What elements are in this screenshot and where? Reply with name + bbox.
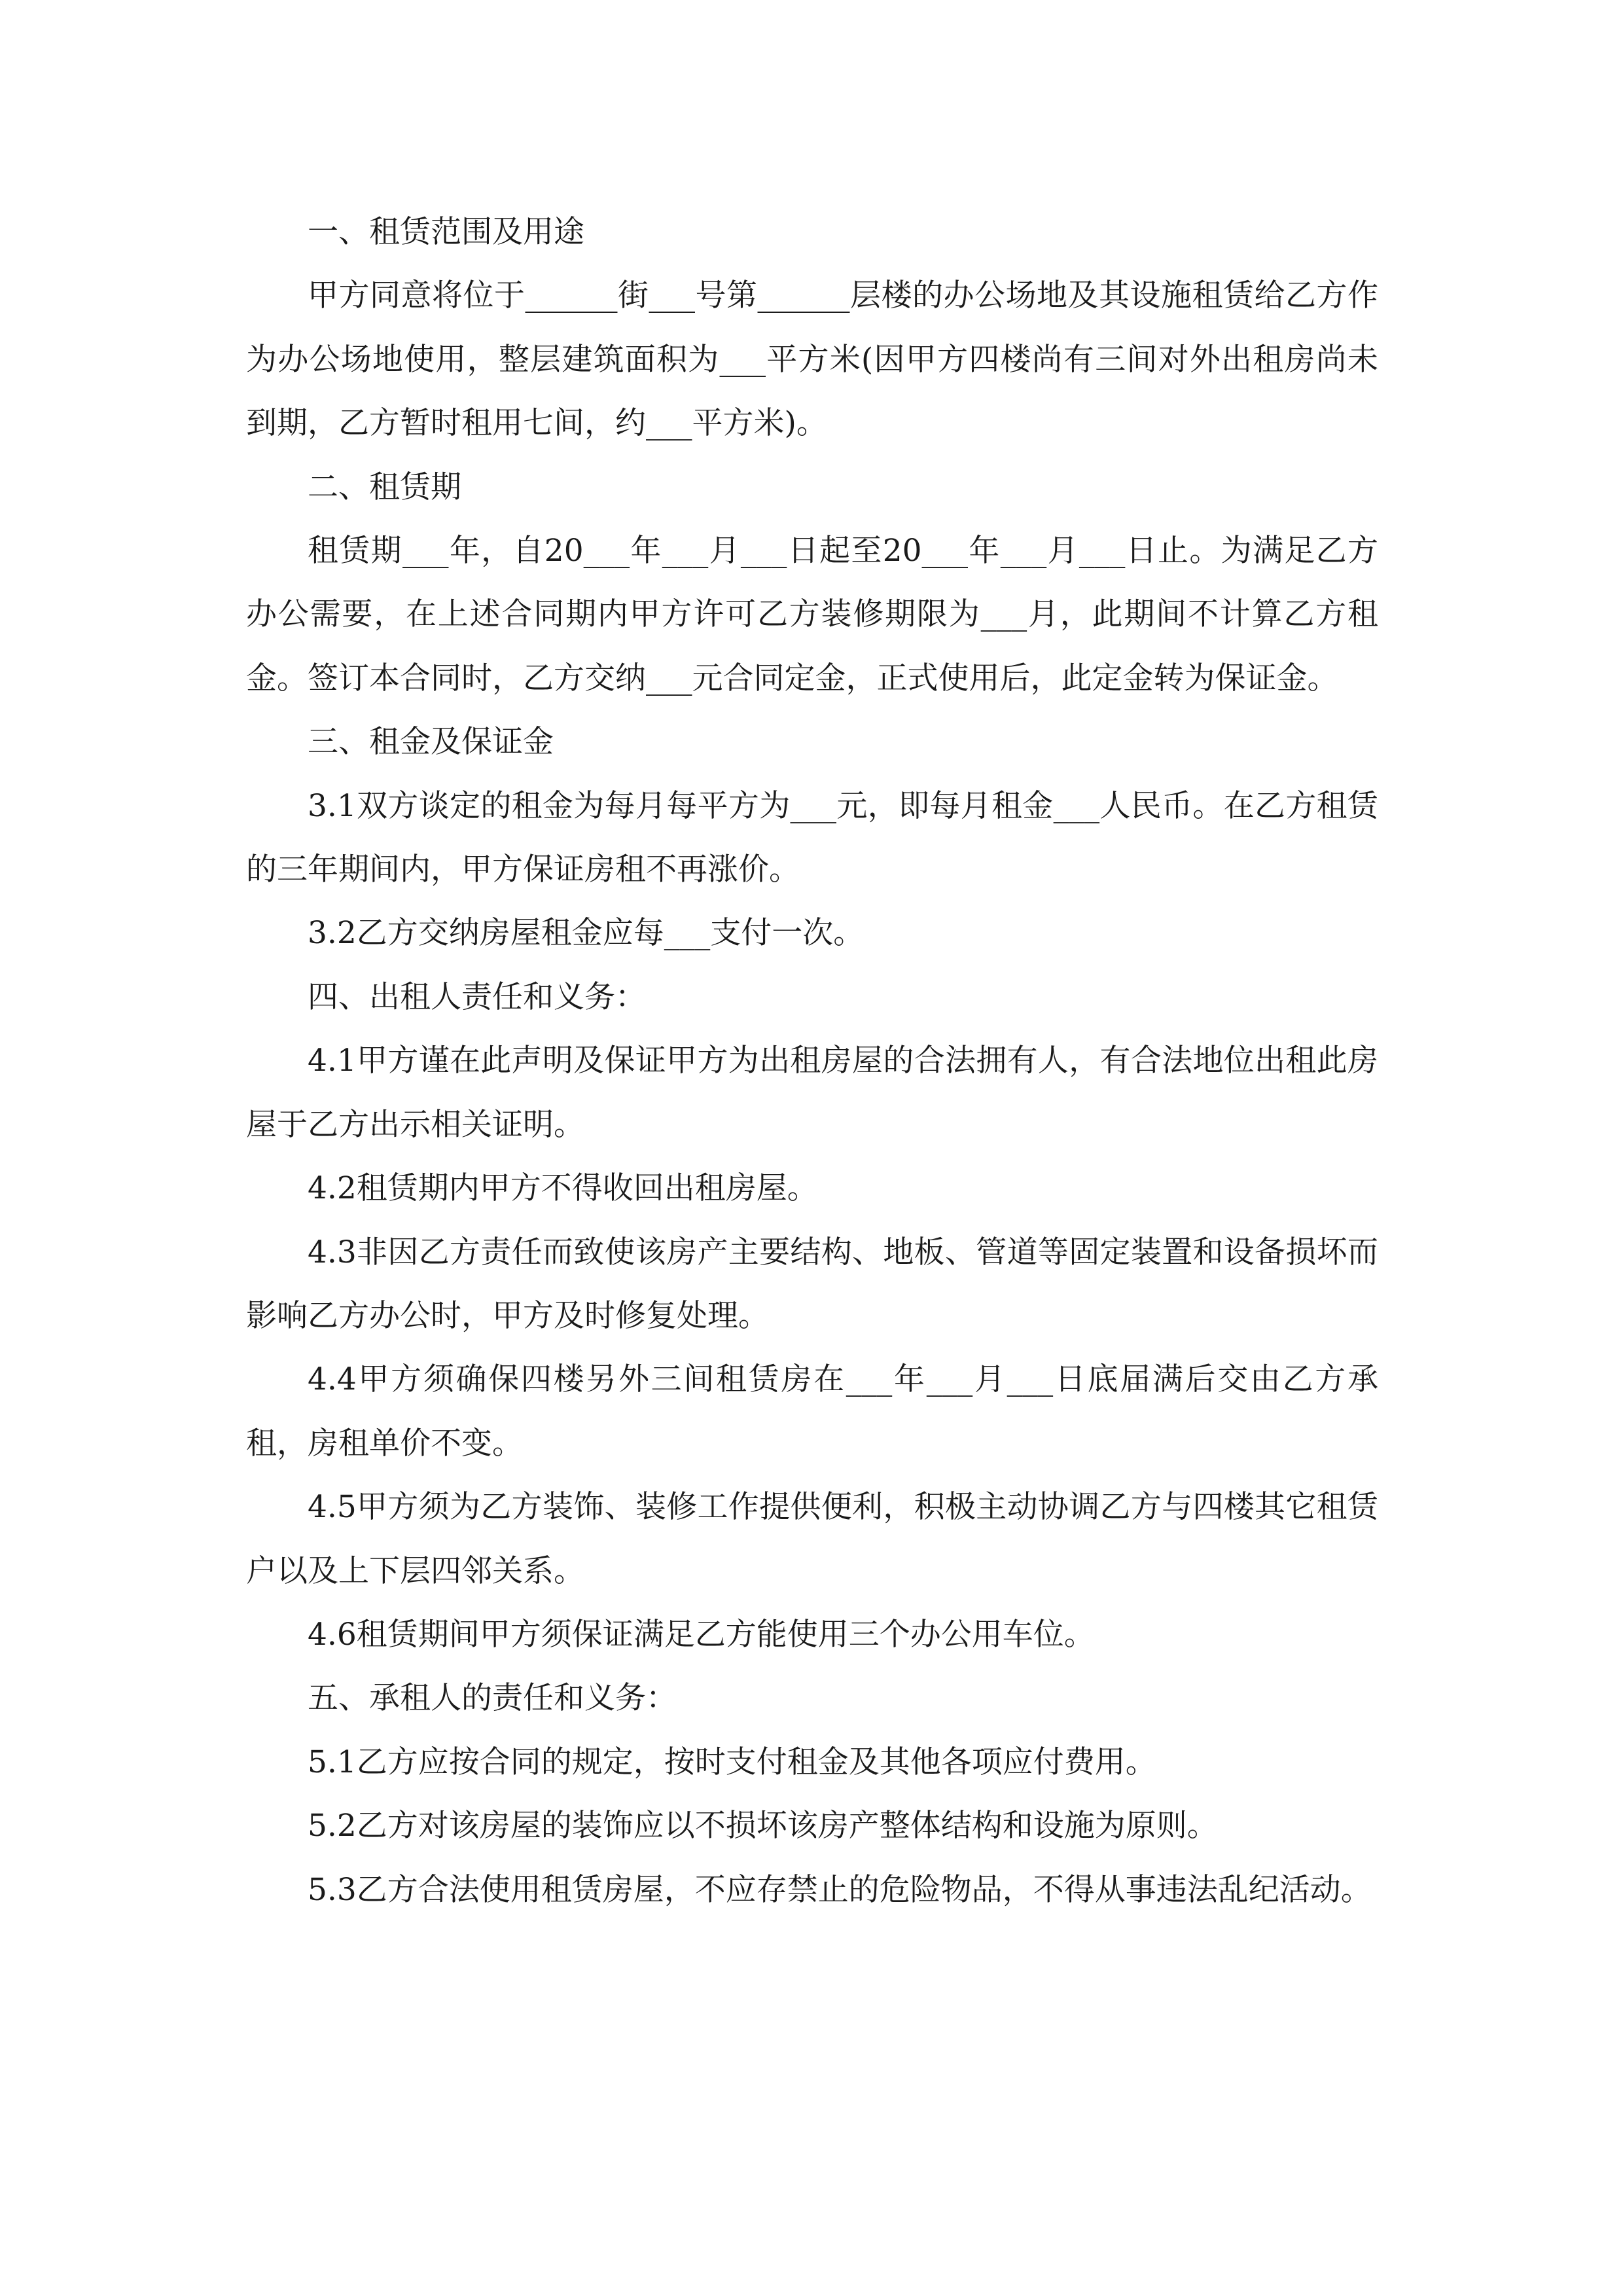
clause-4-2: 4.2租赁期内甲方不得收回出租房屋。 — [308, 1170, 818, 1207]
clause-2-text: 租赁期___年，自20___年___月___日起至20___年___月___日止。为满足乙方办公需要，在上述合同期内甲方许可乙方装修期限为___月，此期间不计算乙方租金。签订本合同时，乙方交纳___元合同定金，正式使用后，此定金转为保证金。 — [246, 533, 1378, 696]
clause-4-3: 4.3非因乙方责任而致使该房产主要结构、地板、管道等固定装置和设备损坏而影响乙方办公时，甲方及时修复处理。 — [246, 1234, 1378, 1334]
clause-4-4: 4.4甲方须确保四楼另外三间租赁房在___年___月___日底届满后交由乙方承租，房租单价不变。 — [246, 1361, 1378, 1462]
clause-3-1: 3.1双方谈定的租金为每月每平方为___元，即每月租金___人民币。在乙方租赁的三年期间内，甲方保证房租不再涨价。 — [246, 787, 1378, 888]
section-heading-5: 五、承租人的责任和义务： — [308, 1680, 677, 1717]
document-body — [246, 200, 1378, 1922]
clause-4-6: 4.6租赁期间甲方须保证满足乙方能使用三个办公用车位。 — [308, 1616, 1095, 1653]
clause-4-1: 4.1甲方谨在此声明及保证甲方为出租房屋的合法拥有人，有合法地位出租此房屋于乙方出示相关证明。 — [246, 1043, 1378, 1143]
clause-5-1: 5.1乙方应按合同的规定，按时支付租金及其他各项应付费用。 — [308, 1744, 1156, 1780]
clause-3-2: 3.2乙方交纳房屋租金应每___支付一次。 — [308, 915, 865, 952]
section-heading-1: 一、租赁范围及用途 — [308, 214, 584, 250]
section-heading-2: 二、租赁期 — [308, 469, 461, 505]
clause-5-2: 5.2乙方对该房屋的装饰应以不损坏该房产整体结构和设施为原则。 — [308, 1808, 1218, 1844]
section-heading-3: 三、租金及保证金 — [308, 724, 554, 761]
clause-5-3: 5.3乙方合法使用租赁房屋，不应存禁止的危险物品，不得从事违法乱纪活动。 — [308, 1871, 1372, 1908]
clause-1-text: 甲方同意将位于______街___号第______层楼的办公场地及其设施租赁给乙方作为办公场地使用，整层建筑面积为___平方米(因甲方四楼尚有三间对外出租房尚未到期，乙方暂时租用七间，约___平方米)。 — [246, 278, 1378, 442]
clause-4-5: 4.5甲方须为乙方装饰、装修工作提供便利，积极主动协调乙方与四楼其它租赁户以及上下层四邻关系。 — [246, 1489, 1378, 1589]
section-heading-4: 四、出租人责任和义务： — [308, 978, 646, 1015]
